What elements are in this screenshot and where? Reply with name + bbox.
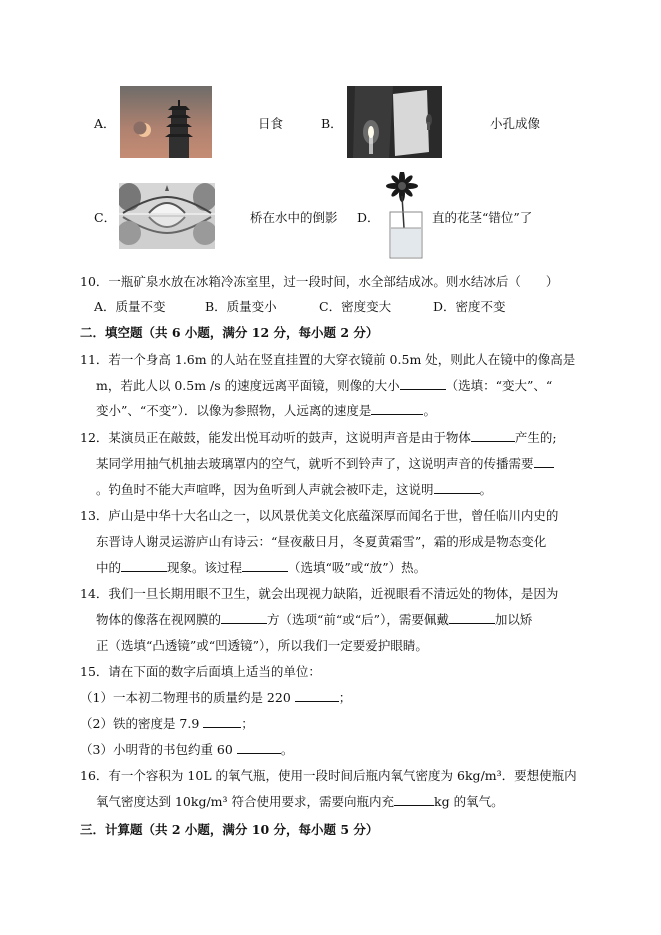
option-b-letter: B． bbox=[321, 116, 343, 131]
q13-blank-2[interactable] bbox=[242, 560, 288, 572]
q15-blank-3[interactable] bbox=[237, 742, 281, 754]
flower-in-glass-image bbox=[380, 172, 432, 260]
option-c-letter: C． bbox=[94, 210, 117, 225]
q12-blank-2[interactable] bbox=[534, 456, 554, 468]
option-a-caption: 日食 bbox=[258, 116, 284, 131]
q11-blank-3[interactable] bbox=[371, 403, 423, 415]
q16-line-2: 氧气密度达到 10kg/m³ 符合使用要求，需要向瓶内充 kg 的氧气。 bbox=[96, 794, 504, 809]
q13-line-2: 东晋诗人谢灵运游庐山有诗云：“昼夜蔽日月，冬夏黄霜雪”，霜的形成是物态变化 bbox=[96, 534, 547, 549]
option-a-letter: A． bbox=[94, 116, 116, 131]
q10-stem: 10．一瓶矿泉水放在冰箱冷冻室里，过一段时间，水全部结成冰。则水结冰后（ ） bbox=[80, 274, 559, 289]
q11-line-2: m，若此人以 0.5m /s 的速度远离平面镜，则像的大小 （选填：“变大”、“ bbox=[96, 378, 553, 393]
q16-blank-1[interactable] bbox=[394, 794, 434, 806]
q10-option-a: A．质量不变 bbox=[94, 299, 166, 314]
q15-stem: 15．请在下面的数字后面填上适当的单位： bbox=[80, 664, 321, 679]
q12-blank-1[interactable] bbox=[471, 430, 515, 442]
q13-line-1: 13．庐山是中华十大名山之一，以风景优美文化底蕴深厚而闻名于世，曾任临川内史的 bbox=[80, 508, 559, 523]
q14-line-2: 物体的像落在视网膜的 方（选项“前“或“后”），需要佩戴 加以矫 bbox=[96, 612, 533, 627]
q13-line-3: 中的 现象。该过程 （选填“吸”或“放”）热。 bbox=[96, 560, 427, 575]
option-b-caption: 小孔成像 bbox=[490, 116, 541, 131]
q13-blank-1[interactable] bbox=[121, 560, 167, 572]
q14-line-1: 14．我们一旦长期用眼不卫生，就会出现视力缺陷，近视眼看不清远处的物体，是因为 bbox=[80, 586, 559, 601]
q16-line-1: 16．有一个容积为 10L 的氧气瓶，使用一段时间后瓶内氧气密度为 6kg/m³．要想使瓶内 bbox=[80, 768, 577, 783]
q15-item-1: （1）一本初二物理书的质量约是 220 ； bbox=[80, 690, 352, 705]
section-3-heading: 三．计算题（共 2 小题，满分 10 分，每小题 5 分） bbox=[80, 822, 379, 837]
option-c-caption: 桥在水中的倒影 bbox=[250, 210, 338, 225]
q11-blank-2[interactable] bbox=[400, 378, 446, 390]
q11-line-3: 变小”、“不变”）．以像为参照物，人远离的速度是 。 bbox=[96, 403, 436, 418]
q14-line-3: 正（选填“凸透镜”或“凹透镜”），所以我们一定要爱护眼睛。 bbox=[96, 638, 428, 653]
q12-line-1: 12．某演员正在敲鼓，能发出悦耳动听的鼓声，这说明声音是由于物体 产生的; bbox=[80, 430, 557, 445]
pinhole-imaging-image bbox=[347, 86, 442, 158]
solar-eclipse-image bbox=[120, 86, 212, 158]
q15-blank-2[interactable] bbox=[203, 716, 241, 728]
q12-line-3: 。钓鱼时不能大声喧哗，因为鱼听到人声就会被吓走，这说明 。 bbox=[96, 482, 493, 497]
q14-blank-1[interactable] bbox=[221, 612, 267, 624]
q10-option-d: D．密度不变 bbox=[433, 299, 506, 314]
q15-item-3: （3）小明背的书包约重 60 。 bbox=[80, 742, 294, 757]
q15-blank-1[interactable] bbox=[295, 690, 339, 702]
bridge-reflection-image bbox=[119, 183, 215, 249]
option-d-caption: 直的花茎“错位”了 bbox=[432, 210, 533, 225]
option-d-letter: D． bbox=[357, 210, 380, 225]
q10-option-c: C．密度变大 bbox=[319, 299, 392, 314]
q12-blank-3[interactable] bbox=[434, 482, 480, 494]
section-2-heading: 二．填空题（共 6 小题，满分 12 分，每小题 2 分） bbox=[80, 325, 379, 340]
q14-blank-2[interactable] bbox=[449, 612, 495, 624]
q12-line-2: 某同学用抽气机抽去玻璃罩内的空气，就听不到铃声了，这说明声音的传播需要 bbox=[96, 456, 554, 472]
q10-option-b: B．质量变小 bbox=[205, 299, 277, 314]
q11-line-1: 11．若一个身高 1.6m 的人站在竖直挂置的大穿衣镜前 0.5m 处，则此人在镜中的像高是 bbox=[80, 352, 576, 367]
q15-item-2: （2）铁的密度是 7.9 ； bbox=[80, 716, 254, 731]
